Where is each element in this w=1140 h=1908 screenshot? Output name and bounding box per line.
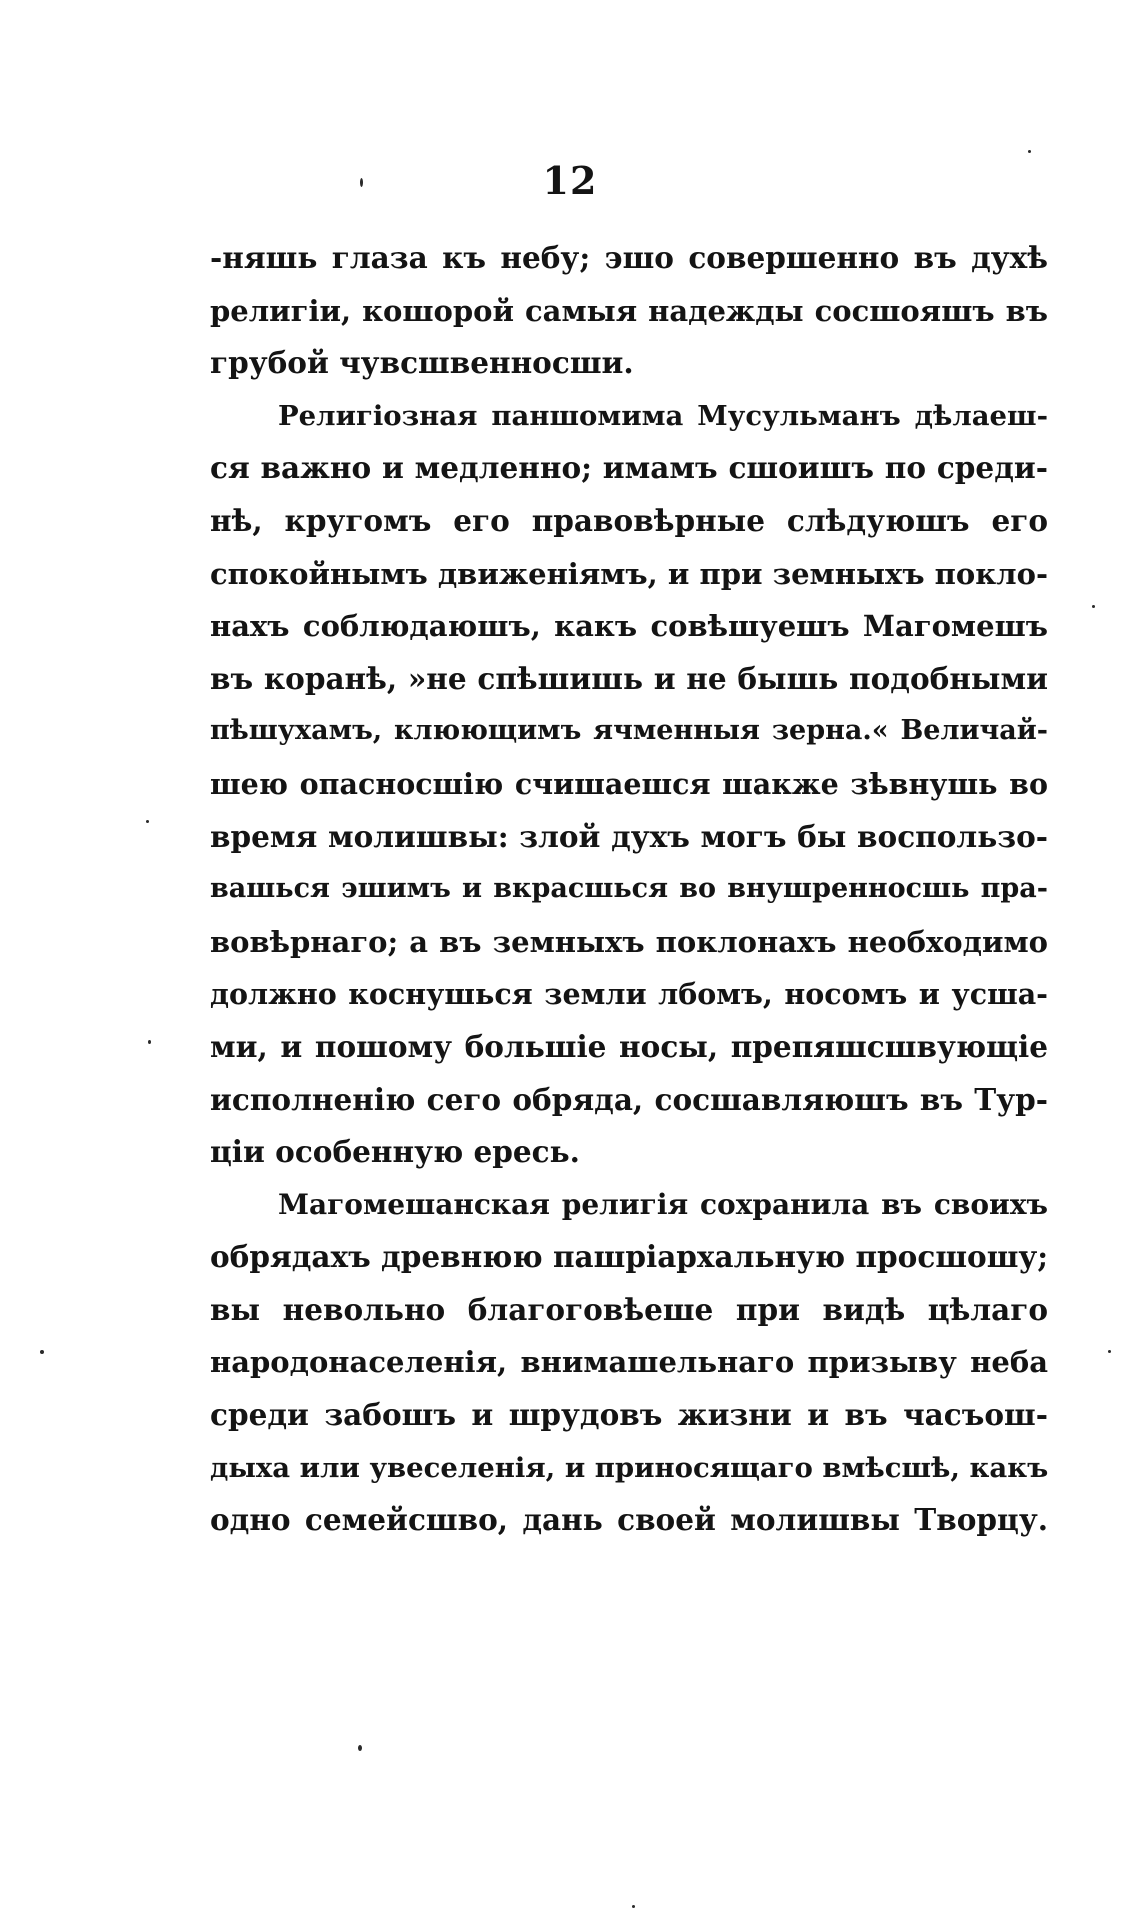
scan-speck [146,820,149,823]
scan-speck [358,1745,362,1751]
text-line: должно коснушься земли лбомъ, носомъ и усша- [210,977,1048,1012]
paragraph-3 [210,1179,1048,1547]
paragraph-1 [210,232,1048,390]
text-line: народонаселенія, внимашельнаго призыву неба [210,1345,1048,1380]
scan-speck [360,178,363,187]
text-line: -няшь глаза къ небу; эшо совершенно въ духѣ [210,240,1048,275]
scan-speck [1028,150,1031,153]
text-line: въ коранѣ, »не спѣшишь и не бышь подобными [210,660,1048,696]
text-line: нѣ, кругомъ его правовѣрные слѣдуюшъ его [210,502,1048,538]
text-line: ся важно и медленно; имамъ сшоишъ по среди- [210,450,1048,486]
text-line: обрядахъ древнюю пашріархальную просшошу; [210,1239,1049,1275]
text-line: пѣшухамъ, клюющимъ ячменныя зерна.« Величай- [210,715,1048,747]
text-line: исполненію сего обряда, сосшавляюшъ въ Тур- [210,1081,1048,1117]
text-line: религіи, кошорой самыя надежды сосшояшъ въ [210,293,1048,328]
text-line: время молишвы: злой духъ могъ бы воспользо- [210,818,1048,854]
scan-speck [1108,1350,1111,1353]
text-line: дыха или увеселенія, и приносящаго вмѣсшѣ, какъ [210,1451,1049,1484]
scan-speck [148,1040,151,1044]
text-line: вашься эшимъ и вкрасшься во внушренносшь пра- [210,873,1048,905]
text-line: Религіозная паншомима Мусульманъ дѣлаеш- [278,399,1048,432]
paragraph-2 [210,390,1048,1179]
text-line: ми, и пошому большіе носы, препяшсшвующіе [210,1028,1048,1064]
scan-speck [1092,605,1095,608]
scan-speck [40,1350,44,1354]
text-line: одно семейсшво, дань своей молишвы Творцу. [210,1502,1048,1538]
text-line: вовѣрнаго; а въ земныхъ поклонахъ необходимо [210,924,1048,959]
text-line: грубой чувсшвенносши. [210,345,634,381]
text-line: Магомешанская религія сохранила въ своихъ [278,1187,1048,1221]
page-number: 12 [542,158,598,203]
text-line: вы невольно благоговѣеше при видѣ цѣлаго [210,1291,1048,1327]
text-line: шею опасносшію счишаешся шакже зѣвнушь во [210,766,1048,801]
text-line: нахъ соблюдаюшъ, какъ совѣшуешъ Магомешъ [210,609,1048,644]
body-text [210,232,1048,1547]
text-line: спокойнымъ движеніямъ, и при земныхъ покло- [210,556,1048,591]
text-line: среди забошъ и шрудовъ жизни и въ часъош- [210,1397,1048,1433]
text-line: ціи особенную ересь. [210,1134,580,1170]
